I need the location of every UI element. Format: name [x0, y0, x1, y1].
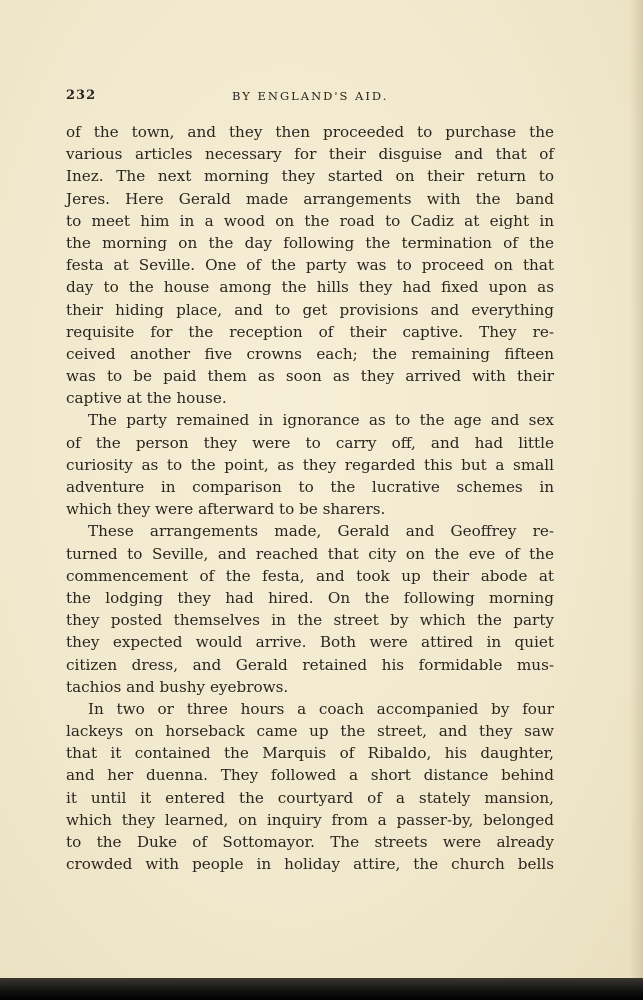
text-line: ceived another five crowns each; the remaining fifteen	[66, 344, 554, 363]
text-line: In two or three hours a coach accompanied by four	[88, 699, 554, 718]
text-line: and her duenna. They followed a short distance behind	[66, 766, 554, 785]
text-line: of the person they were to carry off, and had little	[66, 433, 554, 452]
text-line: it until it entered the courtyard of a stately mansion,	[66, 788, 554, 807]
text-line: to meet him in a wood on the road to Cadiz at eight in	[66, 211, 554, 230]
text-line: citizen dress, and Gerald retained his formidable mus-	[66, 655, 554, 674]
text-line: crowded with people in holiday attire, the church bells	[66, 855, 554, 874]
text-line: lackeys on horseback came up the street, and they saw	[66, 722, 554, 741]
text-line: they expected would arrive. Both were attired in quiet	[66, 633, 554, 652]
text-line: These arrangements made, Gerald and Geoffrey re-	[88, 522, 554, 541]
text-line: the morning on the day following the termination of the	[66, 233, 554, 252]
text-line: various articles necessary for their disguise and that of	[66, 145, 554, 164]
text-line: Jeres. Here Gerald made arrangements with the band	[66, 189, 554, 208]
text-line: adventure in comparison to the lucrative schemes in	[66, 478, 554, 496]
text-line: turned to Seville, and reached that city on the eve of the	[66, 544, 554, 563]
page-header	[66, 88, 556, 108]
text-line: commencement of the festa, and took up their abode at	[66, 566, 554, 585]
text-line: Inez. The next morning they started on their return to	[66, 167, 554, 186]
text-line: The party remained in ignorance as to the age and sex	[88, 411, 554, 430]
text-line: was to be paid them as soon as they arrived with their	[66, 367, 554, 386]
body-text	[66, 121, 554, 875]
text-line: festa at Seville. One of the party was to proceed on that	[66, 256, 554, 275]
page-number: 232	[66, 88, 97, 103]
text-line: requisite for the reception of their captive. They re-	[66, 322, 554, 341]
running-head: BY ENGLAND'S AID.	[232, 89, 389, 103]
text-line: captive at the house.	[66, 389, 227, 408]
text-line: the lodging they had hired. On the following morning	[66, 588, 554, 607]
text-line: of the town, and they then proceeded to purchase the	[66, 123, 554, 141]
text-line: that it contained the Marquis of Ribaldo, his daughter,	[66, 744, 554, 763]
text-line: to the Duke of Sottomayor. The streets were already	[66, 833, 554, 851]
page-edge-shadow	[629, 0, 643, 1000]
text-line: which they were afterward to be sharers.	[66, 500, 386, 519]
text-line: curiosity as to the point, as they regarded this but a small	[66, 455, 554, 474]
text-line: they posted themselves in the street by which the party	[66, 611, 554, 630]
text-line: day to the house among the hills they had fixed upon as	[66, 278, 554, 297]
scan-bottom-edge	[0, 978, 643, 1000]
text-line: their hiding place, and to get provisions and everything	[66, 300, 554, 319]
text-line: tachios and bushy eyebrows.	[66, 677, 289, 696]
text-line: which they learned, on inquiry from a passer-by, belonged	[66, 810, 554, 829]
